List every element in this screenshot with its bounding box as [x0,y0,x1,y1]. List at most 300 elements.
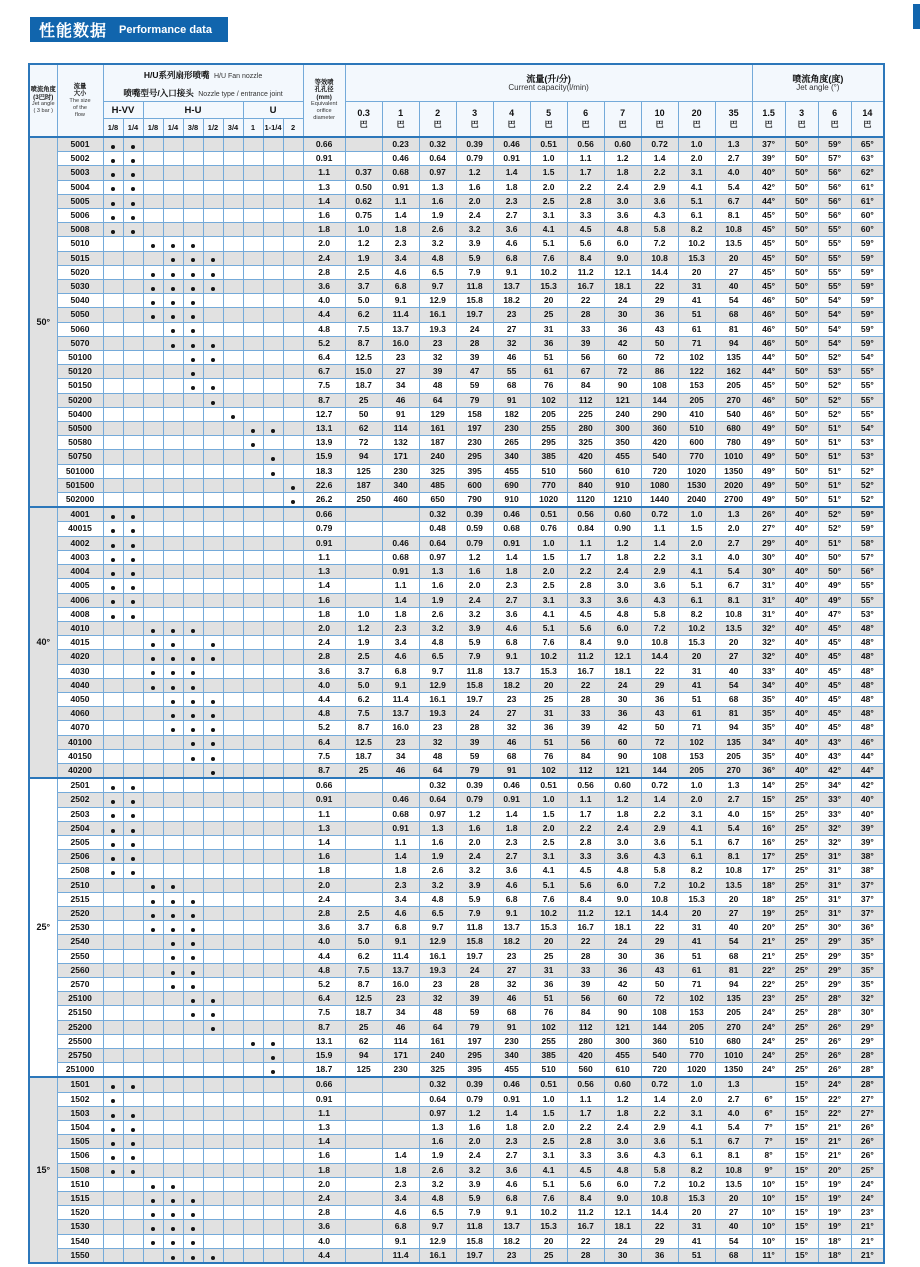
jet-angle-value-cell: 24° [752,1063,785,1078]
flow-value-cell [345,1106,382,1120]
joint-dot-cell [123,749,143,763]
joint-dot-cell [103,621,123,635]
flow-value-cell: 19.3 [419,707,456,721]
flow-value-cell: 27 [715,650,752,664]
jet-angle-value-cell: 50° [785,265,818,279]
flow-value-cell: 455 [493,1063,530,1078]
jet-angle-value-cell: 55° [818,280,851,294]
orifice-cell: 1.4 [303,835,345,849]
flow-value-cell: 0.72 [641,1077,678,1092]
flow-value-cell: 1.1 [567,152,604,166]
joint-dot-cell [223,1121,243,1135]
table-row [29,180,884,194]
joint-dot-cell [263,1163,283,1177]
flow-value-cell: 9.7 [419,280,456,294]
flow-value-cell: 12.1 [604,265,641,279]
joint-dot-cell [243,821,263,835]
flow-value-cell: 2.5 [345,650,382,664]
flow-value-cell: 121 [604,393,641,407]
joint-dot-cell [223,807,243,821]
flow-value-cell: 455 [604,450,641,464]
flow-value-cell: 0.68 [493,522,530,536]
joint-dot-cell [263,436,283,450]
joint-dot-cell [123,478,143,492]
flow-value-cell: 13.7 [493,280,530,294]
flow-value-cell: 6.5 [419,650,456,664]
joint-dot-cell [163,1177,183,1191]
jet-angle-value-cell: 51° [818,450,851,464]
flow-value-cell: 50 [345,407,382,421]
model-cell: 4050 [57,692,103,706]
jet-angle-value-cell: 25° [785,963,818,977]
flow-value-cell: 34 [382,1006,419,1020]
joint-dot-cell [203,493,223,508]
joint-dot-cell [163,166,183,180]
dot-indicator [111,1085,115,1089]
flow-value-cell: 102 [678,992,715,1006]
jet-angle-value-cell: 25° [785,821,818,835]
flow-value-cell: 68 [493,1006,530,1020]
joint-dot-cell [143,878,163,892]
pressure-column-header: 1 巴 [382,102,419,138]
dot-indicator [191,1213,195,1217]
jet-angle-value-cell: 16° [752,821,785,835]
joint-dot-cell [163,209,183,223]
dot-indicator [211,273,215,277]
joint-dot-cell [223,280,243,294]
flow-value-cell: 1.9 [419,1149,456,1163]
dot-indicator [191,1256,195,1260]
flow-value-cell: 0.79 [456,793,493,807]
model-cell: 50120 [57,365,103,379]
joint-dot-cell [243,1020,263,1034]
flow-value-cell: 8.7 [345,977,382,991]
flow-value-cell: 1.2 [456,166,493,180]
flow-value-cell: 158 [456,407,493,421]
jet-angle-value-cell: 39° [851,821,884,835]
jet-angle-value-cell: 40° [785,550,818,564]
joint-dot-cell [283,507,303,522]
flow-value-cell: 1.3 [715,778,752,793]
jet-angle-value-cell: 52° [851,464,884,478]
jet-angle-value-cell: 22° [818,1092,851,1106]
jet-angle-value-cell: 31° [818,850,851,864]
jet-angle-value-cell: 55° [818,265,851,279]
dot-indicator [111,216,115,220]
joint-dot-cell [183,1006,203,1020]
flow-value-cell: 19.7 [456,1248,493,1263]
model-cell: 1540 [57,1234,103,1248]
flow-value-cell: 7.6 [530,251,567,265]
flow-value-cell: 1.8 [382,1163,419,1177]
orifice-cell: 15.9 [303,1049,345,1063]
joint-dot-cell [223,308,243,322]
joint-dot-cell [263,478,283,492]
table-row [29,223,884,237]
joint-dot-cell [183,322,203,336]
flow-value-cell: 54 [715,1234,752,1248]
flow-value-cell: 2.6 [419,223,456,237]
jet-angle-value-cell: 51° [818,536,851,550]
flow-value-cell: 59 [456,1006,493,1020]
dot-indicator [111,1099,115,1103]
jet-angle-value-cell: 15° [785,1220,818,1234]
flow-value-cell: 10.8 [641,892,678,906]
flow-value-cell: 0.50 [345,180,382,194]
orifice-cell: 13.1 [303,1034,345,1048]
flow-value-cell: 0.56 [567,507,604,522]
flow-value-cell: 50 [641,336,678,350]
flow-value-cell: 3.2 [419,237,456,251]
jet-angle-value-cell: 59° [851,336,884,350]
joint-dot-cell [223,1077,243,1092]
flow-value-cell: 32 [493,721,530,735]
flow-value-cell: 16.1 [419,949,456,963]
dot-indicator [251,1042,255,1046]
joint-dot-cell [183,850,203,864]
joint-dot-cell [143,536,163,550]
joint-dot-cell [123,992,143,1006]
jet-angle-value-cell: 25° [785,793,818,807]
joint-dot-cell [163,692,183,706]
joint-dot-cell [223,692,243,706]
jet-angle-value-cell: 40° [785,621,818,635]
flow-value-cell: 5.1 [530,1177,567,1191]
jet-angle-value-cell: 23° [752,992,785,1006]
joint-dot-cell [123,1206,143,1220]
flow-value-cell: 4.6 [382,650,419,664]
joint-dot-cell [143,992,163,1006]
flow-value-cell: 4.0 [715,166,752,180]
joint-dot-cell [223,1206,243,1220]
flow-value-cell: 16.7 [567,921,604,935]
flow-value-cell: 9.1 [382,935,419,949]
jet-angle-value-cell: 35° [851,977,884,991]
flow-value-cell: 33 [567,707,604,721]
dot-indicator [191,928,195,932]
flow-value-cell: 24 [456,322,493,336]
jet-angle-value-cell: 35° [752,707,785,721]
orifice-cell: 2.4 [303,892,345,906]
jet-angle-value-cell: 15° [785,1192,818,1206]
flow-value-cell: 14.4 [641,1206,678,1220]
flow-value-cell: 1.2 [604,793,641,807]
orifice-cell: 1.8 [303,607,345,621]
model-cell: 1550 [57,1248,103,1263]
flow-value-cell: 41 [678,678,715,692]
jet-angle-value-cell: 48° [851,650,884,664]
jet-angle-value-cell: 25° [785,949,818,963]
joint-dot-cell [243,550,263,564]
jet-angle-value-cell: 46° [752,407,785,421]
flow-value-cell: 290 [641,407,678,421]
joint-dot-cell [263,579,283,593]
joint-dot-cell [143,294,163,308]
dot-indicator [151,1241,155,1245]
joint-dot-cell [223,493,243,508]
flow-value-cell: 15.8 [456,935,493,949]
joint-dot-cell [163,636,183,650]
flow-value-cell: 61 [678,707,715,721]
model-cell: 2520 [57,906,103,920]
flow-value-cell: 2.3 [382,237,419,251]
joint-dot-cell [223,892,243,906]
flow-value-cell: 19.7 [456,308,493,322]
joint-dot-cell [143,336,163,350]
jet-angle-value-cell: 54° [851,351,884,365]
joint-dot-cell [183,1248,203,1263]
flow-value-cell: 8.2 [678,864,715,878]
flow-value-cell: 36 [530,721,567,735]
dot-indicator [271,472,275,476]
joint-dot-cell [263,223,283,237]
flow-value-cell: 28 [567,692,604,706]
joint-dot-cell [143,436,163,450]
jet-angle-value-cell: 44° [752,194,785,208]
jet-angle-value-cell: 26° [818,1049,851,1063]
joint-dot-cell [183,507,203,522]
flow-value-cell: 9.0 [604,636,641,650]
flow-value-cell: 24 [604,678,641,692]
jet-angle-value-cell: 15° [785,1149,818,1163]
jet-angle-value-cell: 17° [752,864,785,878]
flow-value-cell: 8.2 [678,223,715,237]
joint-size-header: 1-1/4 [263,119,283,138]
joint-dot-cell [163,550,183,564]
orifice-cell: 4.8 [303,963,345,977]
joint-dot-cell [283,636,303,650]
orifice-cell: 0.66 [303,778,345,793]
flow-value-cell: 1.6 [456,180,493,194]
dot-indicator [151,629,155,633]
joint-dot-cell [223,749,243,763]
jet-angle-value-cell: 26° [818,1063,851,1078]
orifice-cell: 5.2 [303,721,345,735]
joint-dot-cell [283,977,303,991]
flow-value-cell: 205 [530,407,567,421]
flow-value-cell: 0.79 [456,1092,493,1106]
orifice-cell: 4.4 [303,308,345,322]
joint-dot-cell [163,565,183,579]
dot-indicator [191,629,195,633]
flow-value-cell: 2.2 [567,821,604,835]
flow-value-cell: 22 [567,935,604,949]
jet-angle-value-cell: 19° [818,1192,851,1206]
performance-table [28,63,885,1264]
joint-dot-cell [263,807,283,821]
joint-dot-cell [103,351,123,365]
flow-value-cell: 24 [604,1234,641,1248]
flow-value-cell: 1.3 [715,507,752,522]
flow-value-cell [345,1220,382,1234]
dot-indicator [151,671,155,675]
joint-dot-cell [123,550,143,564]
joint-dot-cell [203,664,223,678]
joint-dot-cell [183,522,203,536]
joint-dot-cell [263,1206,283,1220]
joint-dot-cell [183,1063,203,1078]
flow-value-cell: 125 [345,1063,382,1078]
jet-angle-value-cell: 25° [785,1034,818,1048]
flow-value-cell: 3.6 [493,1163,530,1177]
flow-value-cell [345,1163,382,1177]
joint-dot-cell [103,379,123,393]
joint-dot-cell [263,878,283,892]
joint-dot-cell [143,237,163,251]
flow-value-cell: 5.4 [715,180,752,194]
joint-size-header: 3/4 [223,119,243,138]
joint-dot-cell [183,1077,203,1092]
joint-dot-cell [123,692,143,706]
dot-indicator [171,971,175,975]
joint-dot-cell [123,336,143,350]
joint-dot-cell [123,393,143,407]
flow-value-cell: 94 [715,977,752,991]
flow-value-cell: 2.4 [456,593,493,607]
flow-value-cell: 48 [419,1006,456,1020]
flow-value-cell: 2.2 [641,550,678,564]
page-title-cn: 性能数据 [39,23,108,40]
flow-value-cell: 29 [641,1234,678,1248]
joint-dot-cell [263,365,283,379]
flow-value-cell: 36 [641,308,678,322]
flow-value-cell: 10.2 [530,906,567,920]
flow-value-cell: 6.1 [678,850,715,864]
jet-angle-value-cell: 24° [752,1034,785,1048]
joint-dot-cell [163,650,183,664]
flow-value-cell: 31 [678,280,715,294]
flow-value-cell: 28 [456,721,493,735]
flow-value-cell: 325 [567,436,604,450]
joint-dot-cell [263,407,283,421]
flow-value-cell: 7.9 [456,650,493,664]
flow-value-cell [382,778,419,793]
joint-dot-cell [243,536,263,550]
flow-value-cell: 84 [567,379,604,393]
table-row [29,1121,884,1135]
flow-value-cell: 265 [493,436,530,450]
flow-value-cell: 10.8 [715,607,752,621]
joint-dot-cell [243,864,263,878]
orifice-cell: 2.0 [303,878,345,892]
joint-dot-cell [243,1135,263,1149]
joint-dot-cell [223,1220,243,1234]
jet-angle-value-cell: 55° [851,379,884,393]
model-cell: 4040 [57,678,103,692]
joint-dot-cell [223,464,243,478]
dot-indicator [191,971,195,975]
flow-value-cell: 0.91 [382,821,419,835]
jet-angle-value-cell: 16° [752,835,785,849]
joint-dot-cell [163,464,183,478]
flow-value-cell: 9.1 [493,1206,530,1220]
table-row [29,194,884,208]
flow-value-cell: 9.1 [382,294,419,308]
flow-value-cell: 16.7 [567,280,604,294]
jet-angle-value-cell: 50° [785,464,818,478]
jet-angle-value-cell: 54° [818,294,851,308]
jet-angle-value-cell: 49° [752,450,785,464]
jet-angle-value-cell: 45° [752,223,785,237]
flow-value-cell: 76 [530,1006,567,1020]
flow-value-cell: 4.0 [715,1106,752,1120]
joint-dot-cell [283,351,303,365]
section-angle-label: 15° [29,1077,57,1263]
dot-indicator [131,1114,135,1118]
joint-dot-cell [103,478,123,492]
joint-dot-cell [103,1220,123,1234]
flow-value-cell: 455 [493,464,530,478]
dot-indicator [211,714,215,718]
jet-angle-value-cell: 59° [851,280,884,294]
jet-angle-value-cell: 9° [752,1163,785,1177]
flow-value-cell: 60 [604,735,641,749]
joint-dot-cell [283,450,303,464]
flow-value-cell: 36 [530,336,567,350]
joint-dot-cell [183,237,203,251]
joint-dot-cell [143,664,163,678]
flow-value-cell: 2.0 [530,565,567,579]
joint-dot-cell [143,892,163,906]
jet-angle-value-cell: 15° [785,1163,818,1177]
joint-dot-cell [243,1063,263,1078]
model-cell: 50150 [57,379,103,393]
joint-dot-cell [203,621,223,635]
jet-angle-value-cell: 24° [752,1049,785,1063]
table-row [29,778,884,793]
jet-angle-value-cell: 50° [818,550,851,564]
model-cell: 5005 [57,194,103,208]
table-row [29,821,884,835]
joint-dot-cell [243,1034,263,1048]
jet-angle-value-cell: 46° [752,393,785,407]
joint-dot-cell [223,1106,243,1120]
jet-angle-value-cell: 49° [752,464,785,478]
dot-indicator [111,1114,115,1118]
flow-value-cell: 510 [530,464,567,478]
dot-indicator [151,885,155,889]
joint-dot-cell [103,1135,123,1149]
joint-dot-cell [123,835,143,849]
table-row [29,336,884,350]
dot-indicator [191,329,195,333]
joint-dot-cell [203,308,223,322]
flow-value-cell: 0.68 [382,807,419,821]
flow-value-cell: 1.6 [456,565,493,579]
flow-value-cell: 16.7 [567,664,604,678]
model-cell: 4010 [57,621,103,635]
flow-value-cell: 0.64 [419,536,456,550]
jet-angle-value-cell: 18° [752,892,785,906]
joint-dot-cell [123,906,143,920]
joint-dot-cell [263,850,283,864]
flow-value-cell: 15.3 [678,892,715,906]
flow-value-cell: 0.79 [456,536,493,550]
jet-angle-value-cell: 15° [785,1206,818,1220]
table-row [29,137,884,152]
joint-dot-cell [103,1234,123,1248]
flow-value-cell: 61 [678,322,715,336]
flow-value-cell: 12.9 [419,294,456,308]
joint-dot-cell [263,906,283,920]
jet-angle-value-cell: 32° [752,650,785,664]
flow-value-cell: 29 [641,935,678,949]
joint-dot-cell [123,593,143,607]
joint-dot-cell [203,1106,223,1120]
subgroup-u-header: U [243,102,303,119]
flow-value-cell: 1.4 [493,807,530,821]
flow-value-cell: 6.0 [604,621,641,635]
